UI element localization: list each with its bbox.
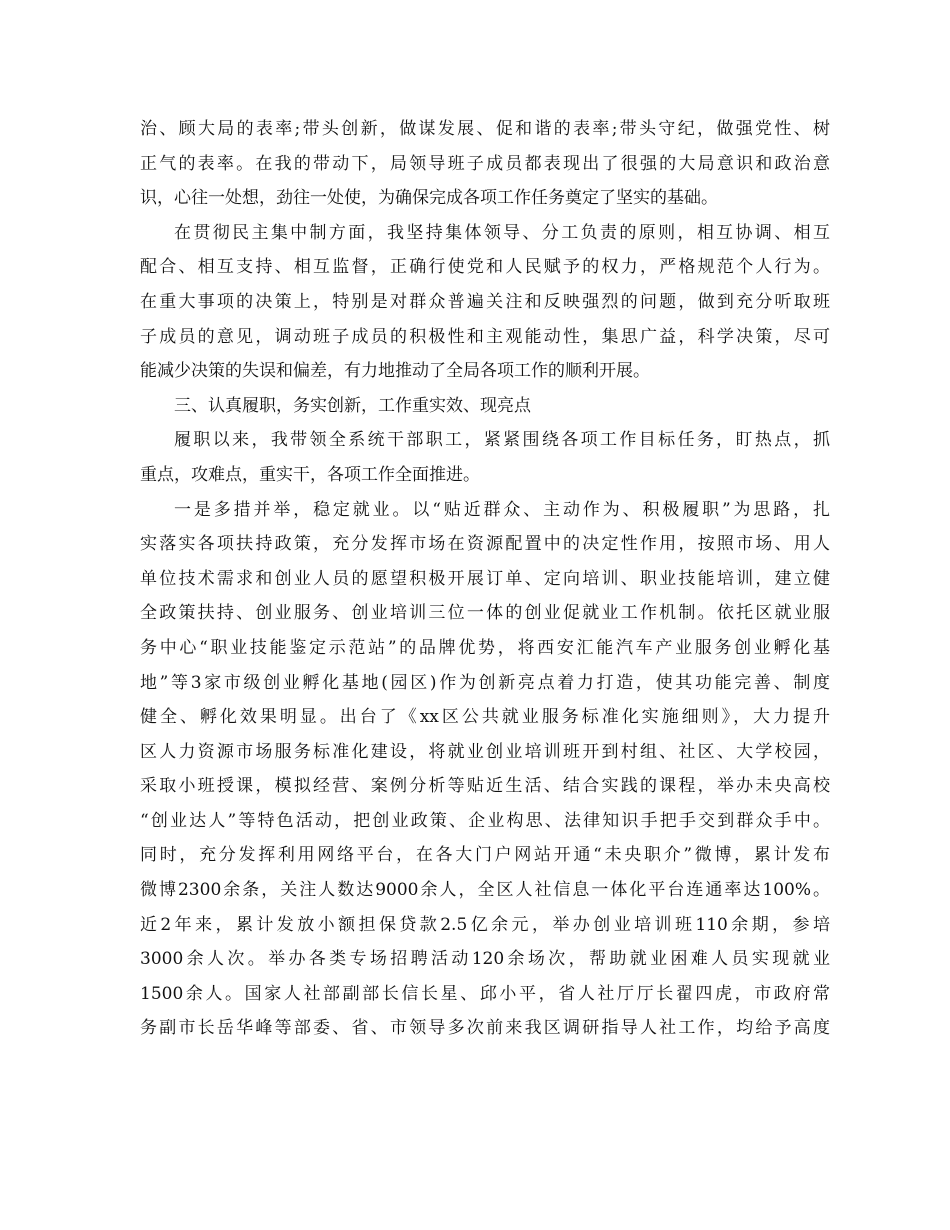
text-line: 健全、孵化效果明显。出台了《xx区公共就业服务标准化实施细则》，大力提升: [140, 707, 830, 728]
text-line: 区人力资源市场服务标准化建设，将就业创业培训班开到村组、社区、大学校园，: [140, 741, 830, 762]
text-line: 全政策扶持、创业服务、创业培训三位一体的创业促就业工作机制。依托区就业服: [140, 603, 830, 624]
section-heading: 三、认真履职，务实创新，工作重实效、现亮点: [174, 395, 531, 416]
paragraph-start-line: 一是多措并举，稳定就业。以“贴近群众、主动作为、积极履职”为思路，扎: [174, 499, 830, 520]
text-line: 近2年来，累计发放小额担保贷款2.5亿余元，举办创业培训班110余期，参培: [140, 914, 830, 935]
text-line: 务中心“职业技能鉴定示范站”的品牌优势，将西安汇能汽车产业服务创业孵化基: [140, 637, 830, 658]
text-line: “创业达人”等特色活动，把创业政策、企业构思、法律知识手把手交到群众手中。: [140, 810, 830, 831]
paragraph-start-line: 履职以来，我带领全系统干部职工，紧紧围绕各项工作目标任务，盯热点，抓: [174, 430, 830, 451]
text-line: 配合、相互支持、相互监督，正确行使党和人民赋予的权力，严格规范个人行为。: [140, 257, 830, 278]
paragraph-start-line: 在贯彻民主集中制方面，我坚持集体领导、分工负责的原则，相互协调、相互: [174, 222, 830, 243]
text-line: 治、顾大局的表率;带头创新，做谋发展、促和谐的表率;带头守纪，做强党性、树: [140, 119, 830, 139]
text-line: 同时，充分发挥利用网络平台，在各大门户网站开通“未央职介”微博，累计发布: [140, 845, 830, 866]
text-line: 务副市长岳华峰等部委、省、市领导多次前来我区调研指导人社工作，均给予高度: [140, 1018, 830, 1039]
text-line: 地”等3家市级创业孵化基地(园区)作为创新亮点着力打造，使其功能完善、制度: [140, 672, 830, 693]
text-line: 采取小班授课，模拟经营、案例分析等贴近生活、结合实践的课程，举办未央高校: [140, 776, 830, 797]
text-line: 子成员的意见，调动班子成员的积极性和主观能动性，集思广益，科学决策，尽可: [140, 326, 830, 347]
text-line: 单位技术需求和创业人员的愿望积极开展订单、定向培训、职业技能培训，建立健: [140, 568, 830, 589]
text-line: 能减少决策的失误和偏差，有力地推动了全局各项工作的顺利开展。: [140, 361, 650, 382]
text-line: 正气的表率。在我的带动下，局领导班子成员都表现出了很强的大局意识和政治意: [140, 153, 830, 174]
text-line: 3000余人次。举办各类专场招聘活动120余场次，帮助就业困难人员实现就业: [140, 949, 830, 970]
text-line: 微博2300余条，关注人数达9000余人，全区人社信息一体化平台连通率达100%。: [140, 880, 830, 901]
text-line: 重点，攻难点，重实干，各项工作全面推进。: [140, 464, 480, 485]
text-line: 1500余人。国家人社部副部长信长星、邱小平，省人社厅厅长翟四虎，市政府常: [140, 983, 830, 1004]
text-line: 在重大事项的决策上，特别是对群众普遍关注和反映强烈的问题，做到充分听取班: [140, 291, 830, 312]
document-body: [140, 112, 830, 1046]
text-line: 实落实各项扶持政策，充分发挥市场在资源配置中的决定性作用，按照市场、用人: [140, 534, 830, 555]
text-line: 识，心往一处想，劲往一处使，为确保完成各项工作任务奠定了坚实的基础。: [140, 188, 718, 209]
